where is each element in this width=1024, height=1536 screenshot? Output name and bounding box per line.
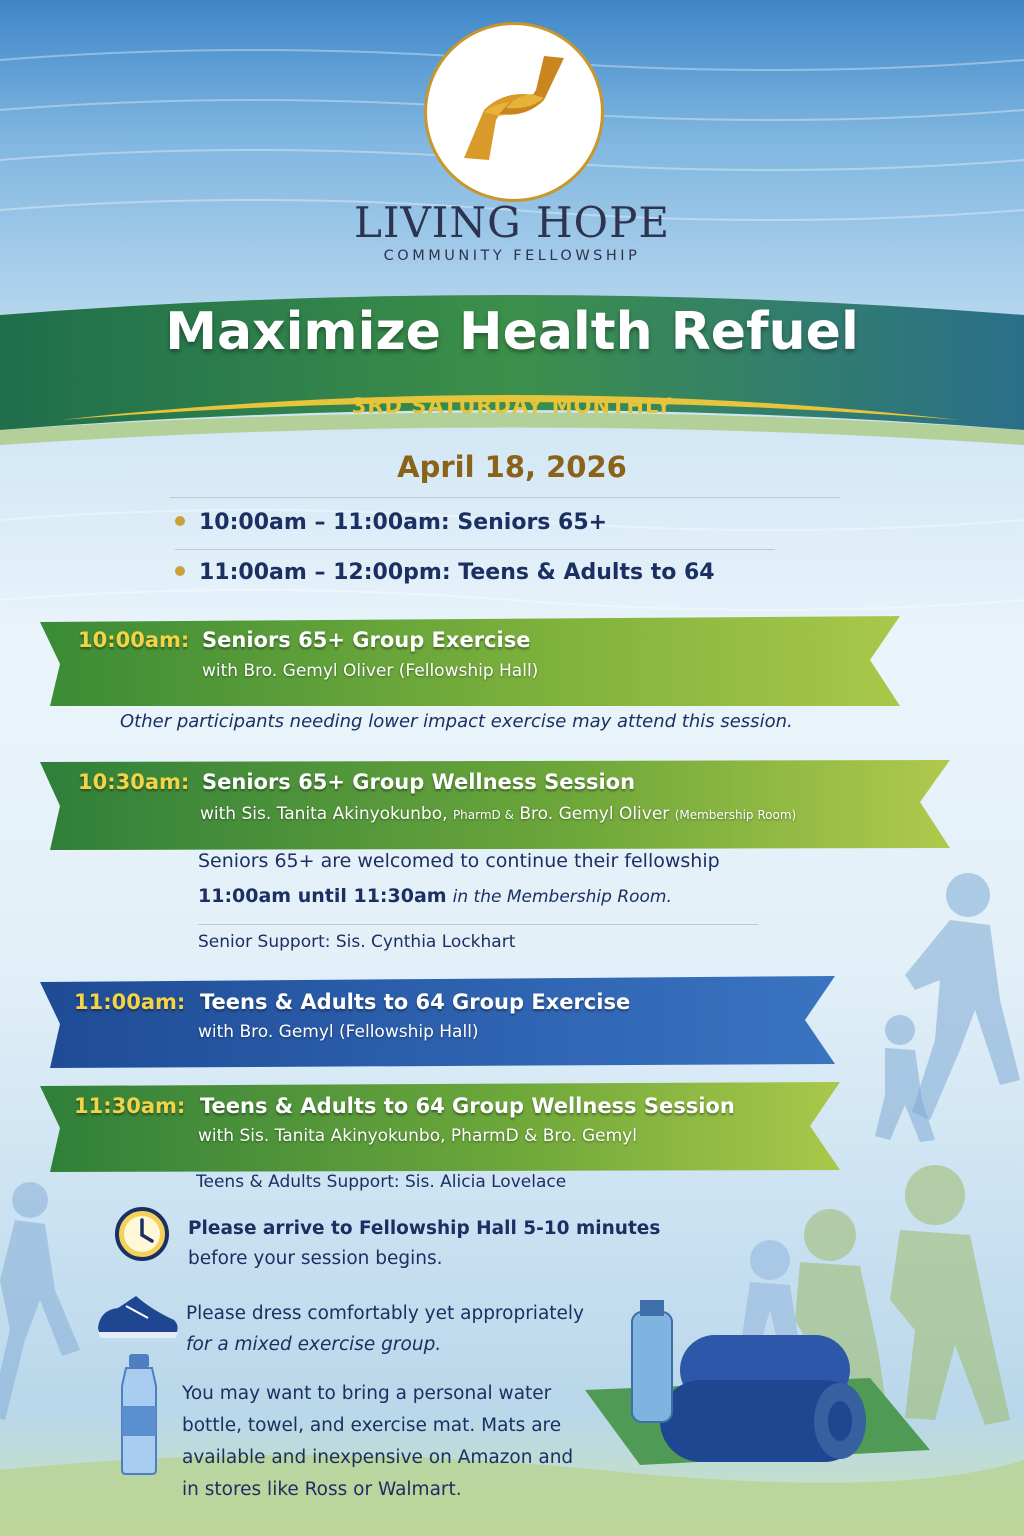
- schedule-item: 10:00am – 11:00am: Seniors 65+: [175, 510, 607, 535]
- session-time: 11:30am:: [74, 1094, 186, 1118]
- session-title: Teens & Adults to 64 Group Exercise: [200, 990, 631, 1014]
- lower-impact-note: Other participants needing lower impact exercise may attend this session.: [120, 711, 793, 732]
- session-time: 10:30am:: [78, 770, 190, 794]
- senior-support: Senior Support: Sis. Cynthia Lockhart: [198, 932, 516, 952]
- sneaker-icon: [92, 1290, 180, 1342]
- tip-dress: Please dress comfortably yet appropriately for a mixed exercise group.: [186, 1303, 585, 1355]
- session-time: 10:00am:: [78, 628, 190, 652]
- page-title: Maximize Health Refuel: [165, 302, 859, 362]
- continue-note-line2: 11:00am until 11:30am in the Membership Room.: [198, 885, 672, 907]
- schedule-frequency: 3RD SATURDAY MONTHLY: [351, 394, 673, 418]
- session-title: Teens & Adults to 64 Group Wellness Session: [200, 1094, 735, 1118]
- session-banner-1: [0, 610, 1024, 710]
- tip-bring: You may want to bring a personal water bottle, towel, and exercise mat. Mats are available and inexpensive on Amazon and in stores like Ross or Walmart.: [182, 1383, 574, 1500]
- logo-subtitle: COMMUNITY FELLOWSHIP: [383, 248, 641, 264]
- session-leader: with Sis. Tanita Akinyokunbo, PharmD & Bro. Gemyl Oliver (Membership Room): [200, 804, 797, 824]
- teen-support: Teens & Adults Support: Sis. Alicia Lovelace: [196, 1172, 567, 1192]
- session-leader: with Sis. Tanita Akinyokunbo, PharmD & Bro. Gemyl: [198, 1126, 637, 1146]
- water-bottle-icon: [112, 1352, 166, 1476]
- clock-icon: [114, 1206, 170, 1262]
- bullet-icon: [175, 566, 185, 576]
- session-leader: with Bro. Gemyl (Fellowship Hall): [198, 1022, 479, 1042]
- session-banner-3: [0, 972, 1024, 1072]
- logo-name: LIVING HOPE: [353, 198, 671, 247]
- continue-note-line1: Seniors 65+ are welcomed to continue their fellowship: [198, 850, 720, 872]
- tip-arrive: Please arrive to Fellowship Hall 5-10 minutes before your session begins.: [188, 1218, 661, 1269]
- divider: [175, 549, 775, 550]
- divider: [170, 497, 840, 498]
- bullet-icon: [175, 516, 185, 526]
- divider: [198, 924, 758, 925]
- session-title: Seniors 65+ Group Wellness Session: [202, 770, 636, 794]
- session-banner-2: [0, 752, 1024, 854]
- event-date: April 18, 2026: [397, 450, 627, 484]
- session-title: Seniors 65+ Group Exercise: [202, 628, 531, 652]
- schedule-item: 11:00am – 12:00pm: Teens & Adults to 64: [175, 560, 715, 585]
- hands-icon: [444, 50, 584, 170]
- session-leader: with Bro. Gemyl Oliver (Fellowship Hall): [202, 661, 539, 681]
- session-time: 11:00am:: [74, 990, 186, 1014]
